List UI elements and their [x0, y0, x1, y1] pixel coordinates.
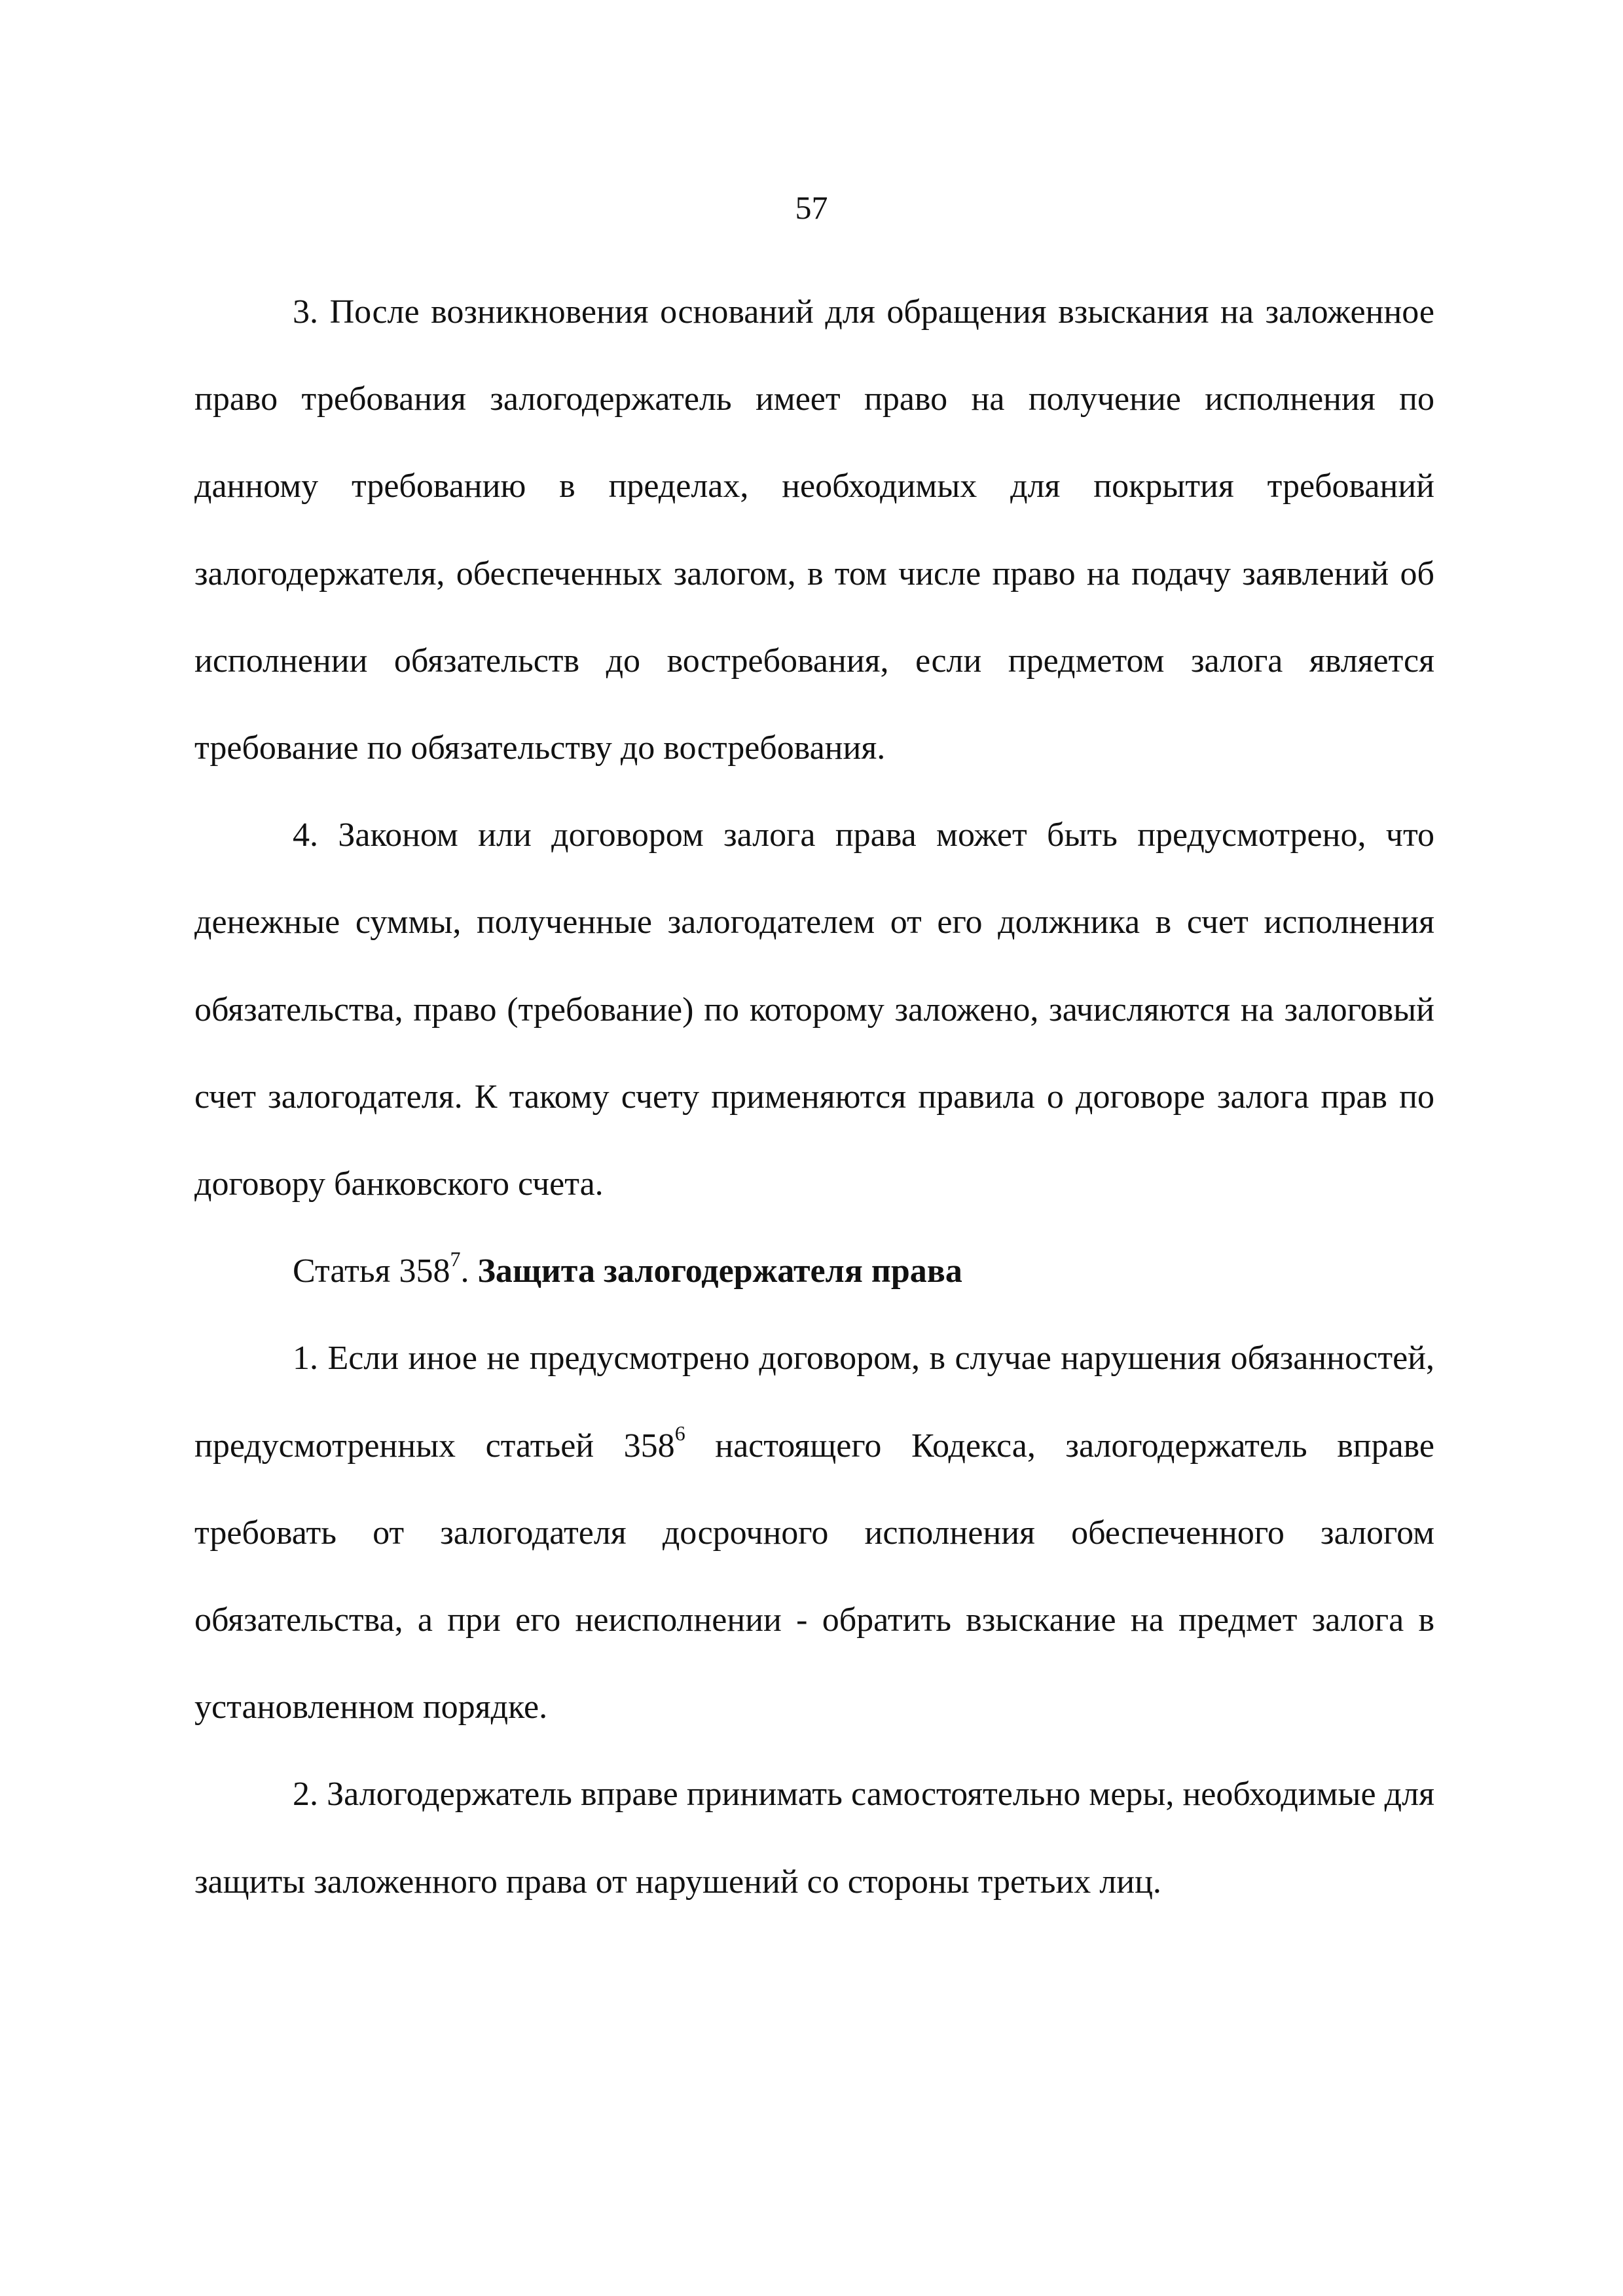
- article-paragraph-2: 2. Залогодержатель вправе принимать самостоятельно меры, необходимые для защиты заложенного права от нарушений со стороны третьих лиц.: [194, 1776, 1434, 1901]
- paragraph-3: 3. После возникновения оснований для обращения взыскания на заложенное право требования залогодержатель имеет право на получение исполнения по данному требованию в пределах, необходимых для покрытия требований залогодержателя, обеспеченных залогом, в том числе право на подачу заявлений об исполнении обязательств до востребования, если предметом залога является требование по обязательству до востребования.: [194, 293, 1434, 767]
- article-reference-superscript: 6: [674, 1421, 685, 1446]
- page-number: 57: [795, 189, 828, 226]
- article-paragraph-1-after: настоящего Кодекса, залогодержатель вправе требовать от залогодателя досрочного исполнения обеспеченного залогом обязательства, а при его неисполнении - обратить взыскание на предмет залога в установленном порядке.: [194, 1427, 1434, 1726]
- article-heading: [194, 1228, 1434, 1315]
- article-superscript: 7: [450, 1247, 461, 1271]
- article-separator: .: [460, 1252, 478, 1290]
- paragraph-4: 4. Законом или договором залога права может быть предусмотрено, что денежные суммы, полученные залогодателем от его должника в счет исполнения обязательства, право (требование) по которому заложено, зачисляются на залоговый счет залогодателя. К такому счету применяются правила о договоре залога прав по договору банковского счета.: [194, 816, 1434, 1203]
- article-paragraph-1-before: 1. Если иное не предусмотрено договором, в случае нарушения обязанностей, предусмотренных статьей 358: [194, 1339, 1434, 1465]
- document-body: [194, 268, 1434, 1925]
- article-paragraph-1: [194, 1315, 1434, 1751]
- article-prefix: Статья 358: [293, 1252, 450, 1290]
- article-title: Защита залогодержателя права: [477, 1252, 962, 1290]
